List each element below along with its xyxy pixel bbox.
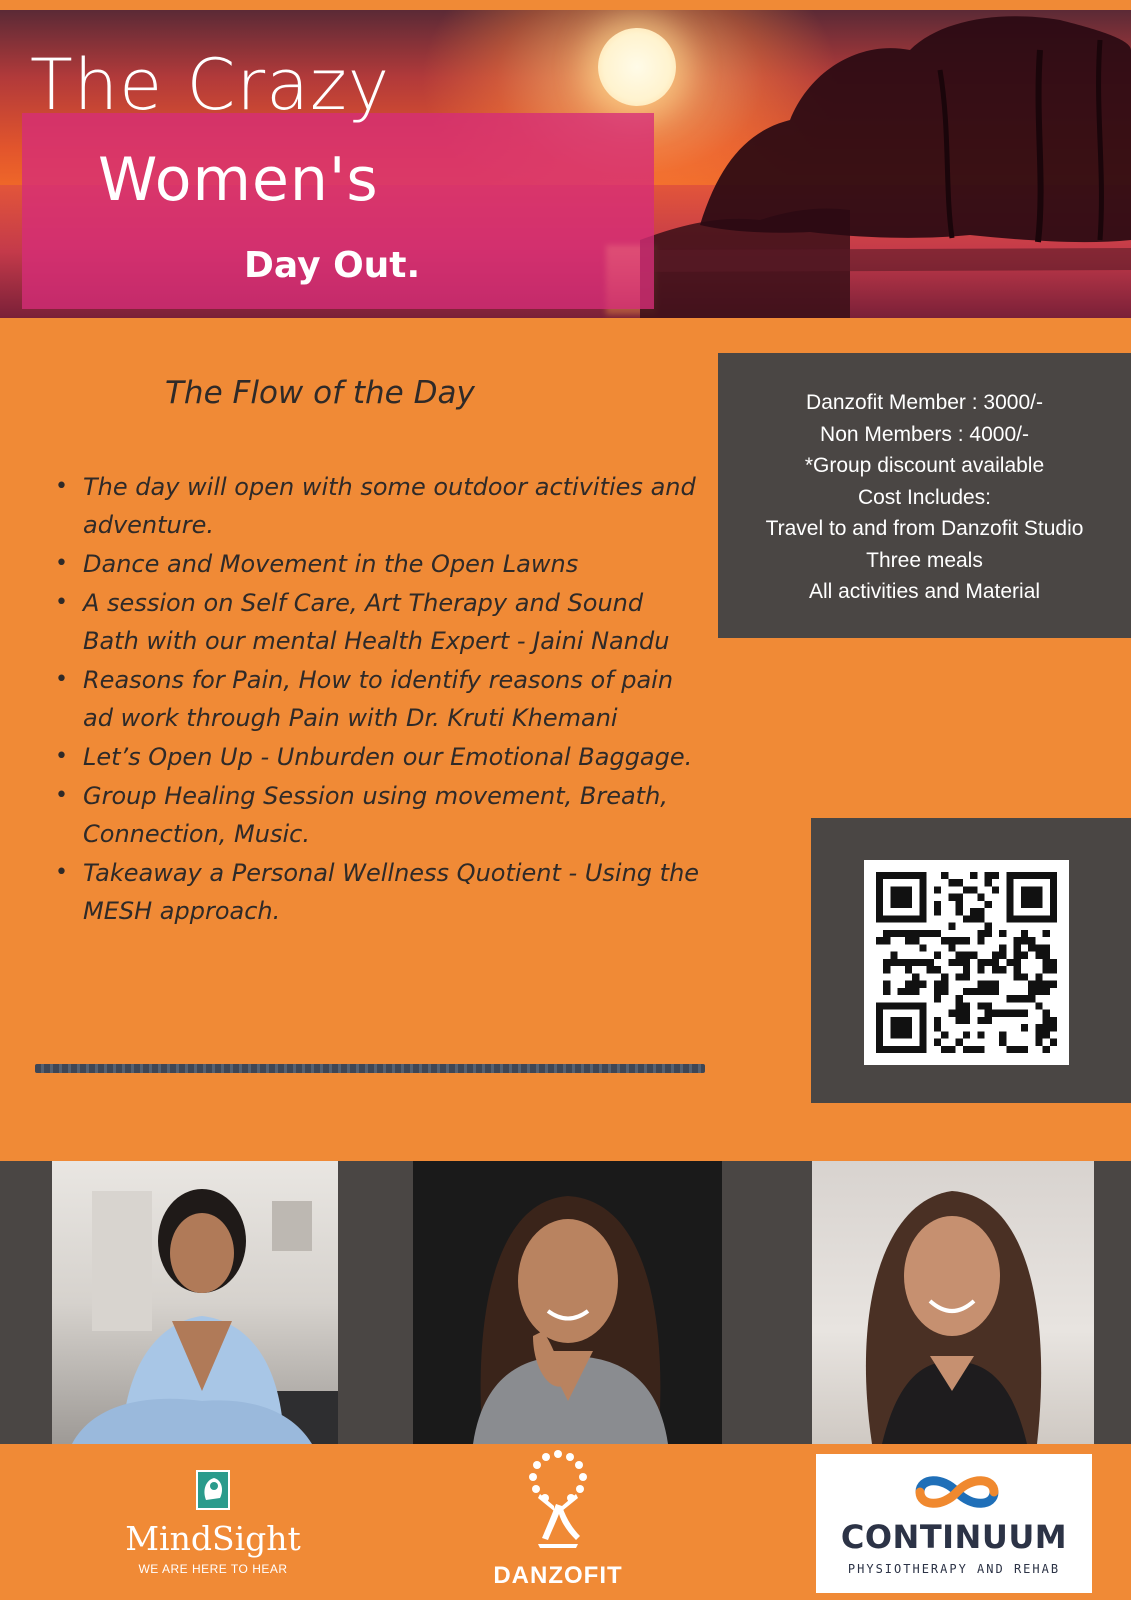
event-title-line-3: Day Out. [244, 245, 421, 286]
danzofit-name: DANZOFIT [493, 1562, 623, 1589]
dancer-icon [518, 1448, 598, 1558]
infinity-loop-icon [912, 1470, 1002, 1514]
event-title-line-1: The Crazy [30, 44, 391, 126]
speaker-photos-band [0, 1161, 1131, 1444]
mindsight-name: MindSight [125, 1519, 301, 1558]
flow-item: • Takeaway a Personal Wellness Quotient - Using the MESH approach. [55, 854, 705, 930]
flow-item: • Let’s Open Up - Unburden our Emotional Baggage. [55, 738, 705, 776]
qr-code-icon[interactable] [864, 860, 1069, 1065]
continuum-name: CONTINUUM [840, 1518, 1068, 1556]
speaker-photo-2 [413, 1161, 722, 1444]
danzofit-logo [468, 1448, 648, 1598]
brain-leaf-icon [194, 1468, 232, 1512]
mindsight-logo [118, 1468, 308, 1580]
flow-item: • A session on Self Care, Art Therapy and Sound Bath with our mental Health Expert - Jaini Nandu [55, 584, 705, 660]
flow-item: • The day will open with some outdoor activities and adventure. [55, 468, 705, 544]
include-travel: Travel to and from Danzofit Studio [765, 517, 1084, 540]
pricing-box [718, 353, 1131, 638]
group-discount-note: *Group discount available [804, 454, 1045, 477]
flow-item: • Dance and Movement in the Open Lawns [55, 545, 705, 583]
price-non-member: Non Members : 4000/- [820, 422, 1029, 446]
qr-panel [811, 818, 1131, 1103]
include-activities: All activities and Material [808, 580, 1041, 603]
cost-includes-heading: Cost Includes: [857, 485, 992, 509]
flow-list [55, 468, 705, 931]
trees-silhouette-icon [640, 10, 1131, 318]
continuum-tagline: PHYSIOTHERAPY AND REHAB [847, 1562, 1061, 1576]
mindsight-tagline: WE ARE HERE TO HEAR [138, 1562, 288, 1576]
flow-item: • Group Healing Session using movement, Breath, Connection, Music. [55, 777, 705, 853]
hero-banner [0, 10, 1131, 318]
flow-item: • Reasons for Pain, How to identify reasons of pain ad work through Pain with Dr. Kruti Khemani [55, 661, 705, 737]
speaker-photo-3 [812, 1161, 1094, 1444]
flow-heading: The Flow of the Day [165, 375, 475, 411]
event-title-line-2: Women's [98, 145, 379, 215]
section-divider [35, 1064, 705, 1073]
speaker-photo-1 [52, 1161, 338, 1444]
price-member: Danzofit Member : 3000/- [806, 391, 1043, 414]
include-meals: Three meals [866, 548, 983, 572]
continuum-logo [816, 1454, 1092, 1593]
